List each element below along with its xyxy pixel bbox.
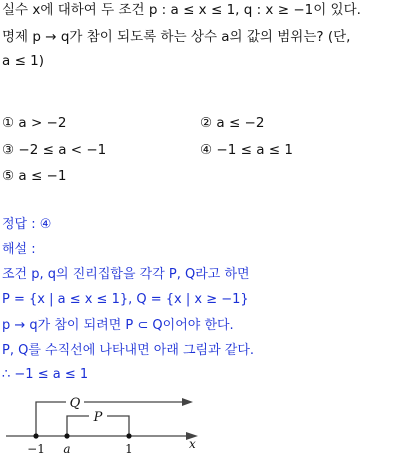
tick-label-minus-one: −1 — [27, 442, 45, 456]
point-one — [126, 433, 131, 438]
point-a — [64, 433, 69, 438]
explanation-line-1: 조건 p, q의 진리집합을 각각 P, Q라고 하면 — [2, 267, 250, 282]
tick-label-a: a — [63, 442, 71, 456]
option-1[interactable]: ① a > −2 — [2, 115, 67, 131]
explanation-line-3: p → q가 참이 되려면 P ⊂ Q이어야 한다. — [2, 318, 234, 333]
set-p-label: P — [93, 410, 103, 425]
option-5[interactable]: ⑤ a ≤ −1 — [2, 168, 67, 184]
option-3[interactable]: ③ −2 ≤ a < −1 — [2, 142, 107, 158]
option-4[interactable]: ④ −1 ≤ a ≤ 1 — [200, 142, 293, 158]
explanation-line-4: P, Q를 수직선에 나타내면 아래 그림과 같다. — [2, 343, 255, 358]
question-line-2: 명제 p → q가 참이 되도록 하는 상수 a의 값의 범위는? (단, — [2, 29, 351, 45]
explanation-heading: 해설 : — [2, 242, 36, 257]
tick-label-one: 1 — [125, 442, 133, 456]
question-line-1: 실수 x에 대하여 두 조건 p : a ≤ x ≤ 1, q : x ≥ −1이 있다. — [2, 2, 361, 18]
set-q-arrowhead — [182, 398, 193, 406]
set-q-ray — [36, 402, 184, 436]
question-line-3: a ≤ 1) — [2, 53, 45, 69]
explanation-line-2: P = {x | a ≤ x ≤ 1}, Q = {x | x ≥ −1} — [2, 292, 249, 307]
answer-key: 정답 : ④ — [2, 217, 52, 232]
explanation-line-5: ∴ −1 ≤ a ≤ 1 — [2, 367, 89, 382]
option-2[interactable]: ② a ≤ −2 — [200, 115, 265, 131]
axis-label-x: x — [189, 437, 196, 451]
set-q-label: Q — [69, 396, 81, 411]
point-minus-one — [33, 433, 38, 438]
number-line-figure — [0, 390, 205, 456]
